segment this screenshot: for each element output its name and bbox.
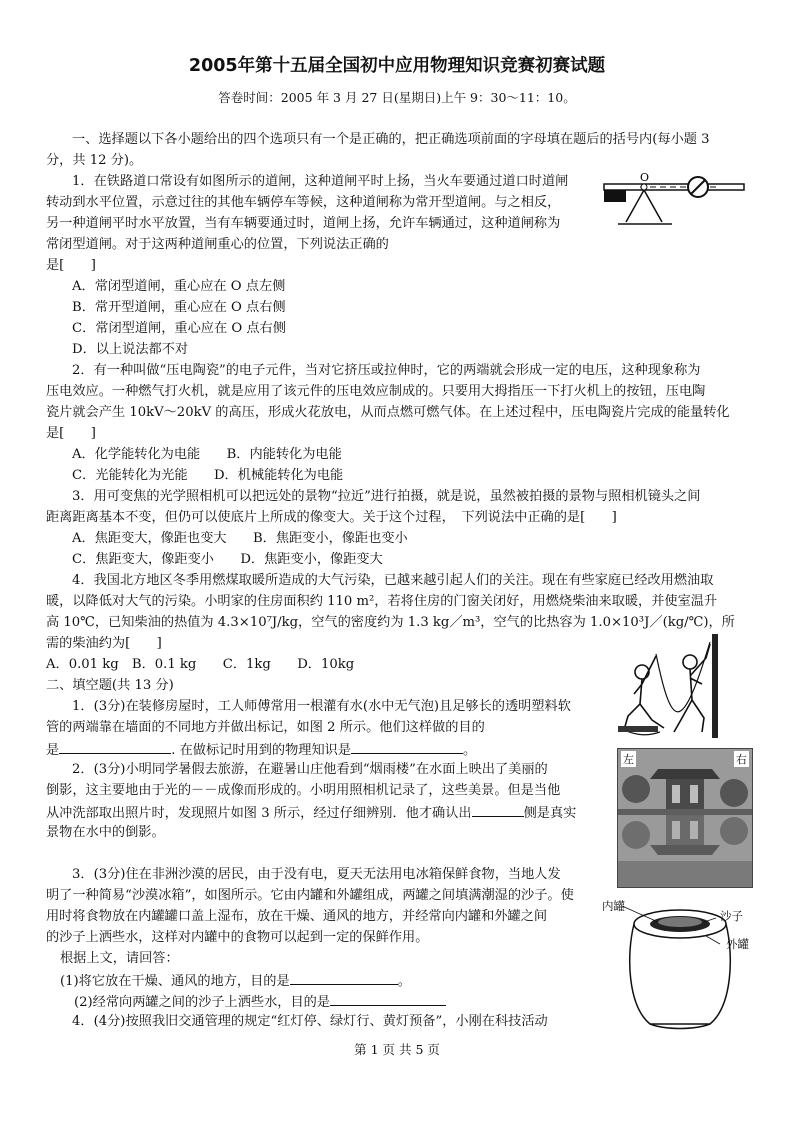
answer-blank[interactable] [330, 991, 446, 1006]
q4-answer-bracket: 需的柴油约为[ ] [46, 636, 162, 651]
fill-q1-blanks: 是 . 在做标记时用到的物理知识是 。 [46, 739, 476, 761]
fill-q3-prompt: 根据上文，请回答： [60, 951, 179, 966]
section2-heading: 二、填空题(共 13 分) [46, 678, 174, 693]
pavilion-reflection-photo [617, 748, 753, 888]
pivot-label: O [640, 171, 650, 184]
q1-answer-bracket: 是[ ] [46, 258, 96, 273]
fill-q2-blank-line: 从冲洗部取出照片时，发现照片如图 3 所示，经过仔细辨别．他才确认出 侧是真实 [46, 802, 576, 824]
page-title: 2005年第十五届全国初中应用物理知识竞赛初赛试题 [188, 56, 606, 76]
page-footer: 第 1 页 共 5 页 [354, 1042, 440, 1057]
q4-text: 暖，以降低对大气的污染。小明家的住房面积约 110 m²，若将住房的门窗关闭好，用燃烧柴油来取暖，并使室温升 [46, 594, 718, 609]
fill-q1-text: 管的两端靠在墙面的不同地方并做出标记，如图 2 所示。他们这样做的目的 [46, 720, 485, 735]
q3-options-ab: A．焦距变大，像距也变大 B．焦距变小，像距也变小 [72, 531, 408, 546]
q4-options: A．0.01 kg B．0.1 kg C．1kg D．10kg [46, 657, 355, 672]
q4-text: 4．我国北方地区冬季用燃煤取暖所造成的大气污染，已越来越引起人们的关注。现在有些家庭已经改用燃油取 [72, 573, 714, 588]
wall [712, 634, 718, 738]
outer-pot-label: 外罐 [726, 937, 749, 951]
fill-q2-text: 2．(3分)小明同学暑假去旅游，在避暑山庄他看到“烟雨楼”在水面上映出了美丽的 [72, 762, 548, 777]
q1-option-b: B．常开型道闸，重心应在 O 点右侧 [72, 300, 286, 315]
q2-options-cd: C．光能转化为光能 D．机械能转化为电能 [72, 468, 344, 483]
q1-text: 转动到水平位置，示意过往的其他车辆停车等候，这种道闸称为常开型道闸。与之相反， [46, 195, 561, 210]
fill-q3-text: 3．(3分)住在非洲沙漠的居民，由于没有电，夏天无法用电冰箱保鲜食物，当地人发 [72, 867, 561, 882]
q1-text: 常闭型道闸。对于这两种道闸重心的位置，下列说法正确的 [46, 237, 389, 252]
section1-intro-cont: 分，共 12 分)。 [46, 153, 143, 168]
exam-time: 答卷时间：2005 年 3 月 27 日(星期日)上午 9：30～11：10。 [218, 90, 576, 105]
barrier-gate-figure [600, 170, 748, 234]
answer-blank[interactable] [472, 802, 524, 817]
fill-q3-text: 明了一种简易“沙漠冰箱”，如图所示。它由内罐和外罐组成，两罐之间填满潮湿的沙子。使 [46, 888, 574, 903]
fill-q3-sub2: (2)经常向两罐之间的沙子上洒些水，目的是 [74, 991, 446, 1013]
section1-intro: 一、选择题以下各小题给出的四个选项只有一个是正确的，把正确选项前面的字母填在题后的括号内(每小题 3 [72, 132, 710, 147]
q1-text: 1．在铁路道口常设有如图所示的道闸，这种道闸平时上扬，当火车要通过道口时道闸 [72, 174, 569, 189]
inner-pot-label: 内罐 [602, 899, 625, 913]
q1-text: 另一种道闸平时水平放置，当有车辆要通过时，道闸上扬，允许车辆通过，这种道闸称为 [46, 216, 561, 231]
fill-q2-text: 倒影，这主要地由于光的－－成像而形成的。小明用照相机记录了，这些美景。但是当他 [46, 783, 561, 798]
sand-label: 沙子 [720, 909, 743, 923]
answer-blank[interactable] [351, 739, 463, 754]
q4-text: 高 10℃，已知柴油的热值为 4.3×10⁷J/kg，空气的密度约为 1.3 kg／m³，空气的比热容为 1.0×10³J／(kg/℃)，所 [46, 615, 735, 630]
photo-left-label: 左 [623, 753, 634, 766]
q3-text: 3．用可变焦的光学照相机可以把远处的景物“拉近”进行拍摄，就是说，虽然被拍摄的景物与照相机镜头之间 [72, 489, 701, 504]
q3-options-cd: C．焦距变大，像距变小 D．焦距变小，像距变大 [72, 552, 383, 567]
answer-blank[interactable] [59, 739, 171, 754]
fill-q2-text: 景物在水中的倒影。 [46, 825, 165, 840]
q2-answer-bracket: 是[ ] [46, 426, 96, 441]
fill-q3-text: 用时将食物放在内罐罐口盖上湿布，放在干燥、通风的地方，并经常向内罐和外罐之间 [46, 909, 548, 924]
answer-blank[interactable] [290, 970, 398, 985]
fill-q4-text: 4．(4分)按照我旧交通管理的规定“红灯停、绿灯行、黄灯预备”，小刚在科技活动 [72, 1014, 548, 1029]
q2-text: 瓷片就会产生 10kV～20kV 的高压，形成火花放电，从而点燃可燃气体。在上述过程中，压电陶瓷片完成的能量转化 [46, 405, 730, 420]
q1-option-d: D．以上说法都不对 [72, 342, 189, 357]
q2-options-ab: A．化学能转化为电能 B．内能转化为电能 [72, 447, 342, 462]
fill-q3-sub1: (1)将它放在干燥、通风的地方，目的是 。 [60, 970, 411, 992]
fill-q3-text: 的沙子上洒些水，这样对内罐中的食物可以起到一定的保鲜作用。 [46, 930, 429, 945]
q1-option-a: A．常闭型道闸，重心应在 O 点左侧 [72, 279, 286, 294]
q1-option-c: C．常闭型道闸，重心应在 O 点右侧 [72, 321, 286, 336]
fill-q1-text: 1．(3分)在装修房屋时，工人师傅常用一根灌有水(水中无气泡)且足够长的透明塑料软 [72, 699, 571, 714]
workers-hose-figure [612, 632, 752, 740]
pivot-point [641, 184, 647, 190]
q2-text: 压电效应。一种燃气打火机，就是应用了该元件的压电效应制成的。只要用大拇指压一下打火机上的按钮，压电陶 [46, 384, 706, 399]
q2-text: 2．有一种叫做“压电陶瓷”的电子元件，当对它挤压或拉伸时，它的两端就会形成一定的电压，这种现象称为 [72, 363, 701, 378]
q3-text: 距离距离基本不变，但仍可以使底片上所成的像变大。关于这个过程， 下列说法中正确的是[ ] [46, 510, 617, 525]
photo-right-label: 右 [736, 753, 747, 766]
